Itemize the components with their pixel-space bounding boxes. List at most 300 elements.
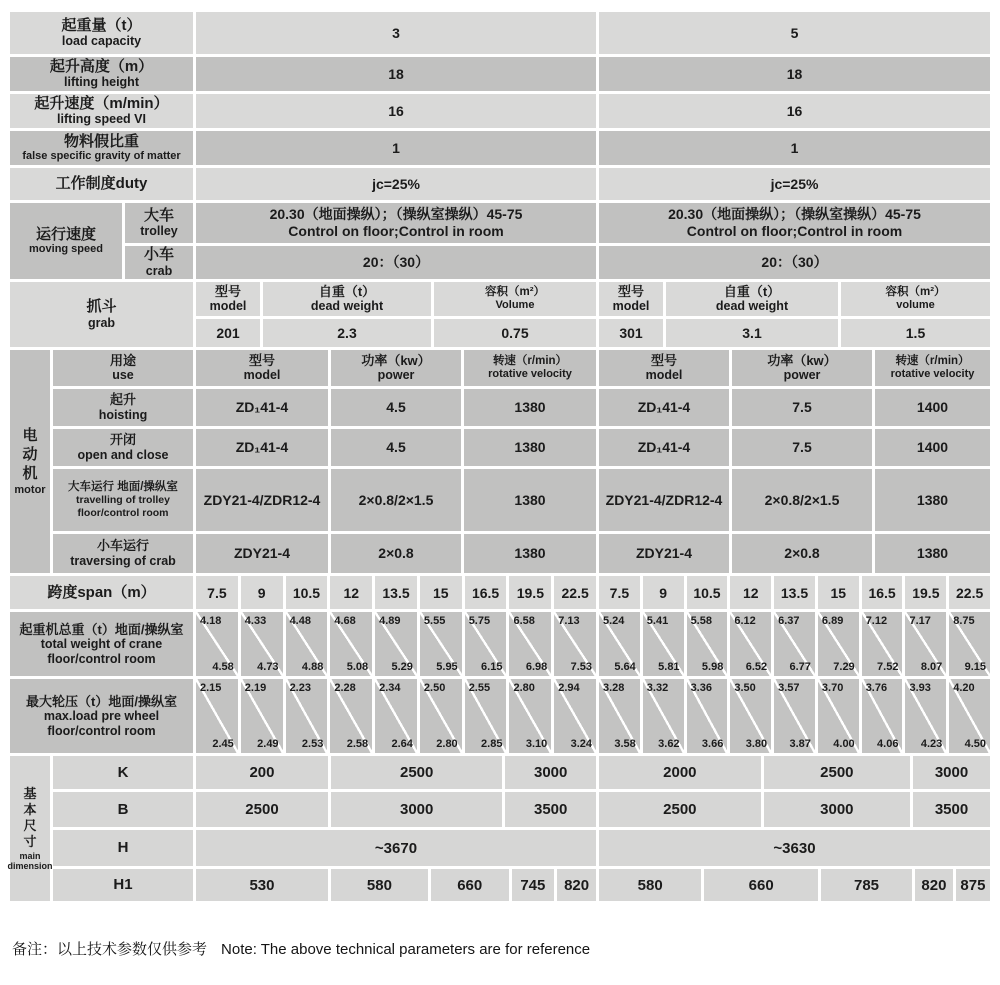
floor-value: 6.12 (734, 615, 756, 627)
diagonal-split-cell (905, 679, 946, 753)
diagonal-split-cell (599, 679, 640, 753)
diagonal-split-cell (330, 679, 372, 753)
label-en2: floor/control room (47, 651, 156, 666)
value-left: 18 (196, 57, 596, 91)
control-room-value: 4.00 (833, 738, 855, 750)
dim-values-right (599, 792, 990, 827)
span-value-cell: 9 (643, 576, 684, 609)
value-right: 16 (599, 94, 990, 128)
diagonal-split-cell (509, 679, 551, 753)
diagonal-split-cell (643, 612, 684, 676)
motor-header-power-left (331, 350, 461, 386)
row-specific-gravity (10, 131, 990, 165)
label-zh: 最大轮压（t）地面/操纵室 (26, 693, 177, 709)
motor-speed: 1380 (464, 469, 596, 531)
span-value-cell: 15 (818, 576, 859, 609)
control-room-value: 2.64 (391, 738, 413, 750)
use-label (53, 389, 193, 426)
grab-weight-right: 3.1 (666, 319, 838, 347)
control-room-value: 4.23 (920, 738, 943, 750)
row-label-total-weight (10, 612, 193, 676)
dim-cell: 3000 (505, 756, 596, 789)
floor-value: 6.58 (513, 615, 535, 627)
control-room-value: 3.80 (745, 738, 768, 750)
motor-model: ZD₁41-4 (196, 429, 328, 466)
trolley-value-right (599, 203, 990, 243)
grab-volume-left: 0.75 (434, 319, 596, 347)
floor-value: 5.24 (603, 615, 625, 627)
control-room-value: 5.64 (614, 661, 636, 673)
trolley-value-left (196, 203, 596, 243)
motor-header-model-left (196, 350, 328, 386)
motor-power: 7.5 (732, 389, 872, 426)
row-label-lifting-speed (10, 94, 193, 128)
floor-value: 5.58 (690, 615, 712, 627)
header-zh: 容积（m²） (885, 285, 946, 298)
motor-speed: 1380 (875, 469, 990, 531)
floor-value: 2.50 (423, 682, 446, 694)
value-left: 16 (196, 94, 596, 128)
row-span (10, 576, 990, 609)
header-zh: 型号 (650, 352, 677, 368)
dim-cell: 660 (704, 869, 818, 901)
floor-value: 7.17 (909, 615, 931, 627)
row-label-moving-speed (10, 203, 122, 279)
sub-label-trolley (125, 203, 193, 243)
grab-rows (196, 282, 990, 347)
sub-label-crab (125, 246, 193, 279)
row-label-specific-gravity (10, 131, 193, 165)
control-room-value: 6.77 (789, 661, 811, 673)
dim-values-left (196, 756, 596, 789)
control-room-value: 7.52 (877, 661, 899, 673)
grab-header-volume-left (434, 282, 596, 316)
dim-cell: 2500 (599, 792, 761, 827)
diagonal-split-cell (643, 679, 684, 753)
grab-value-row (196, 319, 990, 347)
header-zh: 型号 (617, 283, 644, 299)
control-room-value: 4.50 (964, 738, 987, 750)
motor-model: ZDY21-4/ZDR12-4 (599, 469, 729, 531)
floor-value: 5.55 (423, 615, 446, 627)
motor-rows (53, 350, 990, 573)
floor-value: 2.23 (289, 682, 311, 694)
dim-row-K (53, 756, 990, 789)
dim-cell: 2500 (331, 756, 502, 789)
moving-speed-rows (125, 203, 990, 279)
row-trolley (125, 203, 990, 243)
label-en: load capacity (61, 34, 142, 49)
control-room-value: 8.07 (920, 661, 943, 673)
use-label (53, 469, 193, 531)
dim-cell: 2000 (599, 756, 761, 789)
row-load-capacity (10, 12, 990, 54)
diagonal-split-cell (375, 612, 417, 676)
label-zh: 大车 (143, 206, 174, 224)
span-value-cell: 10.5 (286, 576, 328, 609)
header-zh: 型号 (248, 352, 275, 368)
use-label (53, 534, 193, 573)
row-duty (10, 168, 990, 200)
dim-cell: 580 (331, 869, 428, 901)
dim-cell: 3500 (505, 792, 596, 827)
value-left: 1 (196, 131, 596, 165)
row-label-main-dimensions (7, 756, 53, 901)
dim-cell: 2500 (764, 756, 910, 789)
header-en: model (645, 368, 683, 383)
motor-power: 2×0.8 (331, 534, 461, 573)
label-en: crab (145, 263, 173, 278)
label-en: lifting height (64, 75, 139, 90)
use-zh: 开闭 (109, 432, 136, 448)
floor-value: 2.19 (244, 682, 267, 694)
dimension-rows (53, 756, 990, 901)
dim-row-H1 (53, 869, 990, 901)
diagonal-split-cell (949, 612, 990, 676)
diagonal-split-cell (420, 679, 462, 753)
floor-value: 3.76 (865, 682, 888, 694)
dim-cell: ~3630 (599, 830, 990, 866)
motor-power: 4.5 (331, 389, 461, 426)
span-value-cell: 9 (241, 576, 283, 609)
span-value-cell: 12 (730, 576, 771, 609)
motor-speed: 1380 (464, 389, 596, 426)
floor-value: 4.89 (379, 615, 401, 627)
header-en: model (612, 299, 650, 314)
dim-cell: 745 (512, 869, 555, 901)
control-room-value: 2.45 (212, 738, 234, 750)
floor-value: 3.93 (909, 682, 931, 694)
motor-speed: 1380 (464, 429, 596, 466)
use-en2: floor/control room (77, 506, 169, 519)
floor-value: 3.70 (821, 682, 844, 694)
control-room-value: 3.58 (614, 738, 636, 750)
floor-value: 2.94 (558, 682, 580, 694)
diagonal-split-cell (554, 612, 596, 676)
control-room-value: 2.85 (481, 738, 503, 750)
label-zh: 工作制度duty (55, 175, 148, 193)
label-en: motor (14, 483, 46, 496)
span-value-cell: 19.5 (905, 576, 946, 609)
control-room-value: 5.29 (391, 661, 413, 673)
grab-header-volume-right (841, 282, 990, 316)
motor-header-row (53, 350, 990, 386)
header-en: power (783, 368, 821, 383)
label-zh: 抓斗 (86, 298, 117, 316)
diagonal-split-cell (196, 679, 238, 753)
header-zh: 转速（r/min） (895, 354, 970, 367)
floor-value: 4.68 (334, 615, 356, 627)
motor-header-model-right (599, 350, 729, 386)
motor-model: ZDY21-4 (599, 534, 729, 573)
motor-header-use (53, 350, 193, 386)
label-en1: total weight of crane (40, 636, 163, 651)
diagonal-split-cell (554, 679, 596, 753)
grab-header-model-right (599, 282, 663, 316)
diagonal-split-cell (687, 612, 728, 676)
control-room-value: 2.49 (257, 738, 279, 750)
diagonal-split-cell (862, 612, 903, 676)
header-zh: 功率（kw） (361, 352, 431, 368)
dim-cell: 3500 (913, 792, 990, 827)
span-values-right (599, 576, 990, 609)
row-crab (125, 246, 990, 279)
label-en: grab (87, 315, 116, 330)
diagonal-split-cell (196, 612, 238, 676)
motor-speed: 1400 (875, 429, 990, 466)
diagonal-split-cell (241, 679, 283, 753)
label-zh: 小车 (143, 246, 174, 264)
dim-name: H1 (53, 869, 193, 901)
label-en1: main (19, 850, 41, 861)
floor-value: 4.20 (953, 682, 975, 694)
use-en: open and close (77, 447, 169, 462)
label-en: false specific gravity of matter (22, 150, 181, 163)
grab-volume-right: 1.5 (841, 319, 990, 347)
footnote (12, 938, 604, 959)
dim-row-H (53, 830, 990, 866)
grab-weight-left: 2.3 (263, 319, 431, 347)
dim-cell: 530 (196, 869, 328, 901)
label-en: moving speed (29, 243, 103, 256)
header-en: volume (896, 299, 935, 312)
max-wheel-right (599, 679, 990, 753)
diagonal-split-cell (905, 612, 946, 676)
dim-name: B (53, 792, 193, 827)
value-right: 18 (599, 57, 990, 91)
label-en: trolley (140, 224, 178, 239)
diagonal-split-cell (330, 612, 372, 676)
control-room-value: 6.52 (745, 661, 768, 673)
value-left: 3 (196, 12, 596, 54)
row-label-grab (10, 282, 193, 347)
row-max-wheel-load (10, 679, 990, 753)
crab-value-left: 20：（30） (196, 246, 596, 279)
diagonal-split-cell (774, 679, 815, 753)
use-zh: 起升 (109, 392, 136, 408)
dim-cell: 875 (956, 869, 990, 901)
dim-cell: 3000 (331, 792, 502, 827)
dim-cell: 820 (915, 869, 953, 901)
dim-cell: 3000 (764, 792, 910, 827)
use-zh: 大车运行 地面/操纵室 (68, 480, 178, 493)
diagonal-split-cell (730, 679, 771, 753)
dim-name: K (53, 756, 193, 789)
use-en: hoisting (98, 407, 148, 422)
header-en: dead weight (715, 299, 789, 314)
label-en2: floor/control room (47, 723, 156, 738)
control-room-value: 7.53 (570, 661, 593, 673)
diagonal-split-cell (730, 612, 771, 676)
diagonal-split-cell (375, 679, 417, 753)
motor-header-speed-right (875, 350, 990, 386)
max-wheel-left (196, 679, 596, 753)
grab-header-weight-right (666, 282, 838, 316)
use-en: travelling of trolley (76, 494, 170, 507)
dim-values-right (599, 830, 990, 866)
row-label-lifting-height (10, 57, 193, 91)
control-room-value: 4.73 (257, 661, 279, 673)
row-label-max-wheel-load (10, 679, 193, 753)
floor-value: 3.57 (778, 682, 800, 694)
motor-speed: 1400 (875, 389, 990, 426)
floor-value: 6.37 (778, 615, 800, 627)
floor-value: 2.55 (468, 682, 491, 694)
dim-name: H (53, 830, 193, 866)
band-grab (10, 282, 990, 347)
dim-cell: 580 (599, 869, 701, 901)
dim-cell: 820 (557, 869, 596, 901)
label-en: lifting speed VI (57, 112, 146, 127)
value-line2: Control on floor;Control in room (288, 223, 504, 239)
control-room-value: 3.87 (789, 738, 811, 750)
floor-value: 7.13 (558, 615, 580, 627)
header-en: model (243, 368, 281, 383)
control-room-value: 9.15 (964, 661, 987, 673)
header-zh: 型号 (214, 283, 241, 299)
total-weight-right (599, 612, 990, 676)
label-zh: 跨度span（m） (47, 583, 156, 601)
control-room-value: 7.29 (833, 661, 855, 673)
row-label-duty (10, 168, 193, 200)
label-en1: max.load pre wheel (43, 708, 160, 723)
motor-model: ZDY21-4/ZDR12-4 (196, 469, 328, 531)
control-room-value: 2.53 (301, 738, 324, 750)
motor-row-traversing-crab (53, 534, 990, 573)
dim-values-left (196, 869, 596, 901)
total-weight-left (196, 612, 596, 676)
span-value-cell: 15 (420, 576, 462, 609)
floor-value: 2.80 (513, 682, 535, 694)
motor-row-hoisting (53, 389, 990, 426)
row-total-weight (10, 612, 990, 676)
span-value-cell: 7.5 (196, 576, 238, 609)
span-values-left (196, 576, 596, 609)
value-line2: Control on floor;Control in room (686, 223, 903, 239)
diagonal-split-cell (862, 679, 903, 753)
dim-cell: 200 (196, 756, 328, 789)
header-zh: 自重（t） (723, 283, 781, 299)
header-en: use (112, 368, 134, 383)
control-room-value: 4.88 (301, 661, 324, 673)
dim-cell: 660 (431, 869, 509, 901)
dim-cell: 2500 (196, 792, 328, 827)
floor-value: 4.18 (200, 615, 222, 627)
header-en: Volume (495, 299, 535, 312)
grab-header-weight-left (263, 282, 431, 316)
span-value-cell: 12 (330, 576, 372, 609)
floor-value: 3.28 (603, 682, 625, 694)
floor-value: 2.28 (334, 682, 356, 694)
span-value-cell: 16.5 (465, 576, 507, 609)
floor-value: 4.48 (289, 615, 311, 627)
diagonal-split-cell (286, 612, 328, 676)
floor-value: 4.33 (244, 615, 267, 627)
header-en: rotative velocity (890, 368, 975, 381)
crab-value-right: 20：（30） (599, 246, 990, 279)
motor-header-speed-left (464, 350, 596, 386)
span-value-cell: 19.5 (509, 576, 551, 609)
motor-power: 4.5 (331, 429, 461, 466)
value-line1: 20.30（地面操纵）；（操纵室操纵）45-75 (269, 206, 523, 223)
span-value-cell: 16.5 (862, 576, 903, 609)
label-zh: 起重机总重（t）地面/操纵室 (19, 621, 184, 637)
motor-power: 7.5 (732, 429, 872, 466)
label-zh: 电 动 机 (22, 427, 38, 482)
control-room-value: 4.58 (212, 661, 234, 673)
row-lifting-speed (10, 94, 990, 128)
motor-model: ZD₁41-4 (599, 429, 729, 466)
footnote-en: Note: The above technical parameters are for reference (221, 941, 591, 958)
control-room-value: 5.95 (436, 661, 458, 673)
spec-table (7, 12, 990, 901)
header-en: power (377, 368, 415, 383)
grab-model-left: 201 (196, 319, 260, 347)
dim-cell: ~3670 (196, 830, 596, 866)
footnote-zh: 备注：以上技术参数仅供参考 (12, 941, 208, 958)
span-value-cell: 10.5 (687, 576, 728, 609)
span-value-cell: 13.5 (774, 576, 815, 609)
value-right: 1 (599, 131, 990, 165)
control-room-value: 6.98 (525, 661, 548, 673)
diagonal-split-cell (818, 612, 859, 676)
floor-value: 5.75 (468, 615, 491, 627)
span-value-cell: 22.5 (949, 576, 990, 609)
floor-value: 7.12 (865, 615, 888, 627)
label-zh: 物料假比重 (63, 132, 139, 150)
label-zh: 起重量（t） (61, 16, 142, 34)
label-en2: dimension (7, 861, 53, 871)
label-zh: 基 本 尺 寸 (23, 785, 37, 850)
floor-value: 6.89 (821, 615, 844, 627)
value-line1: 20.30（地面操纵）；（操纵室操纵）45-75 (668, 206, 921, 223)
dim-values-left (196, 830, 596, 866)
label-zh: 起升速度（m/min） (34, 94, 169, 112)
control-room-value: 2.80 (436, 738, 458, 750)
grab-header-row (196, 282, 990, 316)
dim-row-B (53, 792, 990, 827)
control-room-value: 3.66 (701, 738, 724, 750)
use-en: traversing of crab (70, 553, 176, 568)
motor-header-power-right (732, 350, 872, 386)
control-room-value: 3.62 (658, 738, 680, 750)
motor-model: ZDY21-4 (196, 534, 328, 573)
label-zh: 运行速度 (35, 225, 96, 243)
diagonal-split-cell (509, 612, 551, 676)
band-moving-speed (10, 203, 990, 279)
header-en: model (209, 299, 247, 314)
header-en: dead weight (310, 299, 384, 314)
control-room-value: 2.58 (346, 738, 369, 750)
value-right: jc=25% (599, 168, 990, 200)
floor-value: 3.32 (646, 682, 669, 694)
dim-cell: 3000 (913, 756, 990, 789)
header-en: rotative velocity (488, 368, 572, 381)
dim-values-right (599, 756, 990, 789)
band-main-dimensions (7, 756, 990, 901)
diagonal-split-cell (465, 612, 507, 676)
value-right: 5 (599, 12, 990, 54)
control-room-value: 5.81 (658, 661, 680, 673)
use-label (53, 429, 193, 466)
motor-model: ZD₁41-4 (599, 389, 729, 426)
dim-values-left (196, 792, 596, 827)
header-zh: 用途 (109, 352, 136, 368)
control-room-value: 3.24 (570, 738, 593, 750)
diagonal-split-cell (599, 612, 640, 676)
header-zh: 功率（kw） (767, 352, 837, 368)
diagonal-split-cell (241, 612, 283, 676)
